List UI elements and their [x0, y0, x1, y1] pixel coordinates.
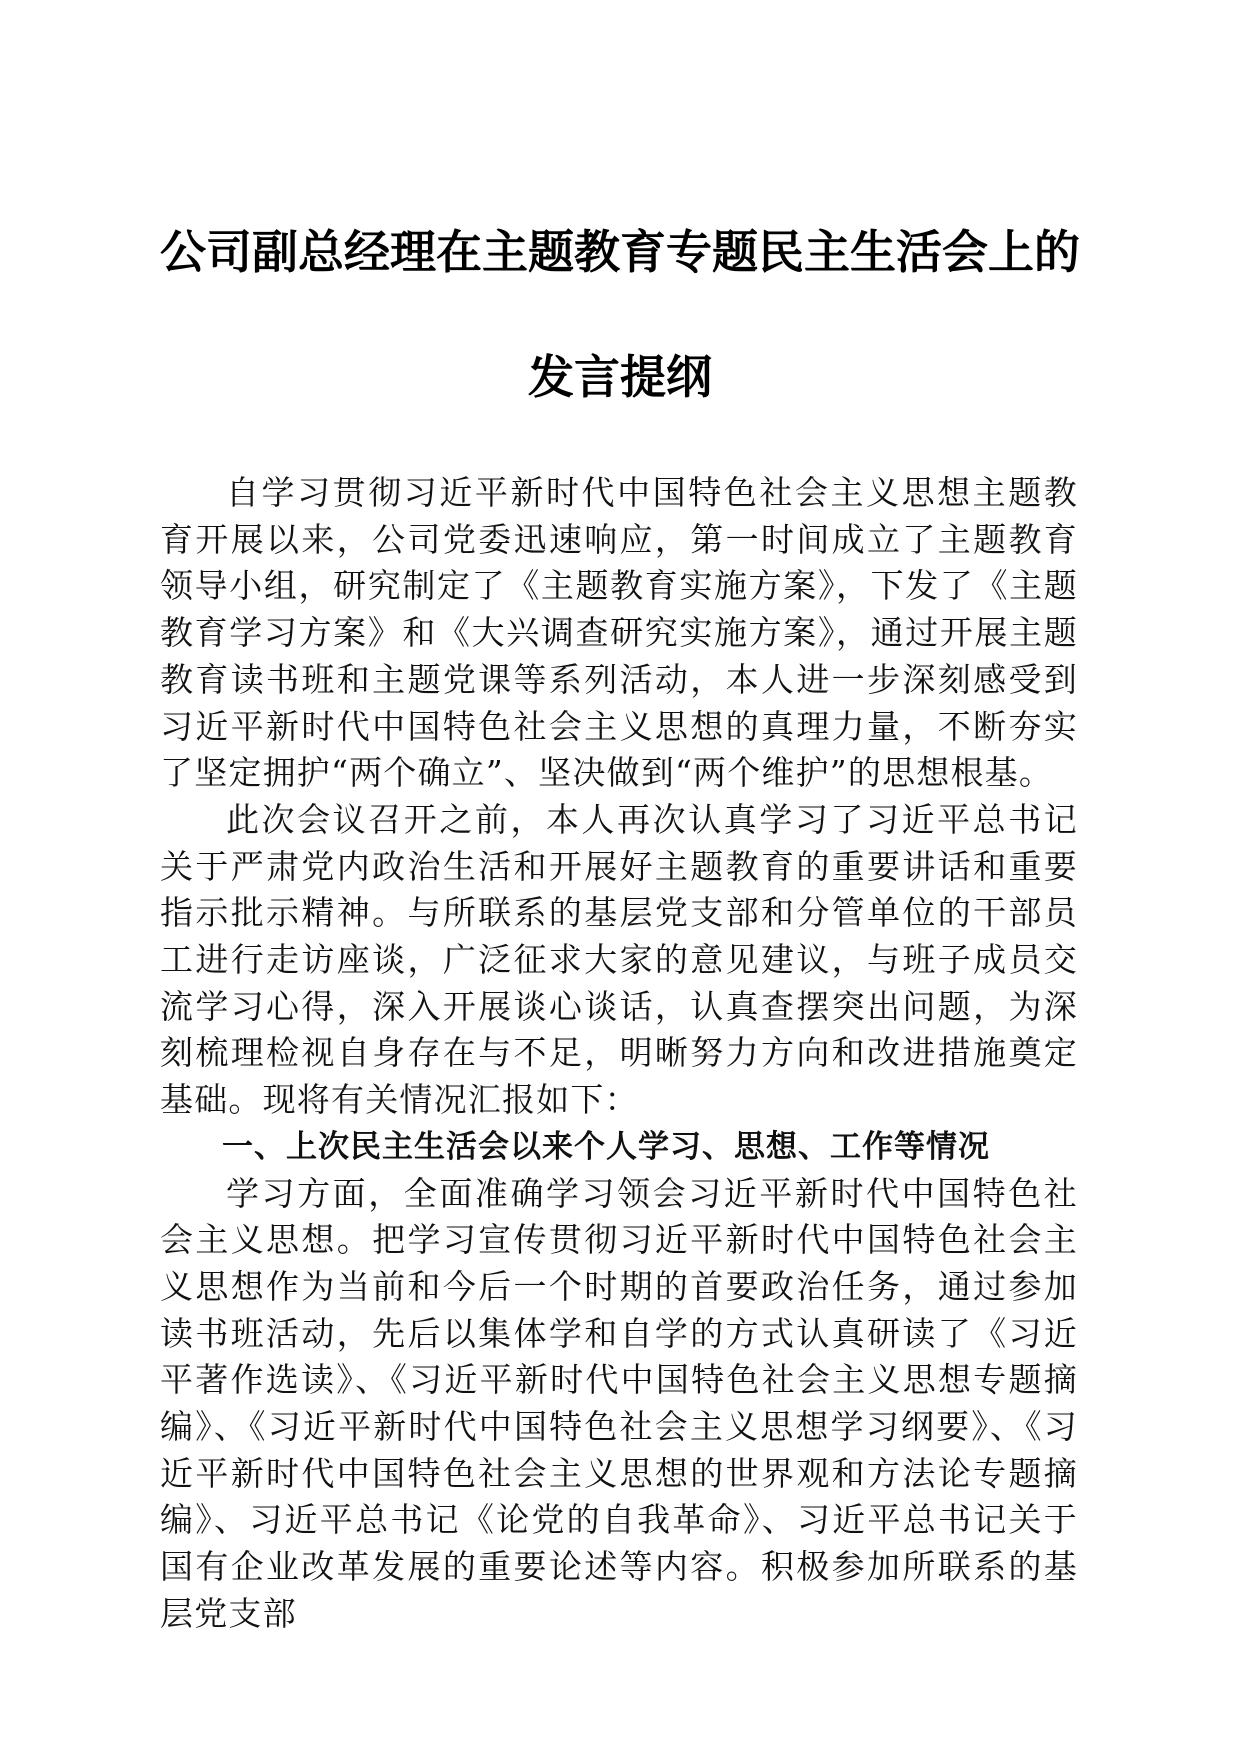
document-title-line-2: 发言提纲	[528, 350, 712, 404]
preparation-paragraph: 此次会议召开之前，本人再次认真学习了习近平总书记关于严肃党内政治生活和开展好主题教育的重要讲话和重要指示批示精神。与所联系的基层党支部和分管单位的干部员工进行走访座谈，广泛征求大家的意见建议，与班子成员交流学习心得，深入开展谈心谈话，认真查摆突出问题，为深刻梳理检视自身存在与不足，明晰努力方向和改进措施奠定基础。现将有关情况汇报如下：	[160, 799, 1078, 1120]
study-paragraph: 学习方面，全面准确学习领会习近平新时代中国特色社会主义思想。把学习宣传贯彻习近平新时代中国特色社会主义思想作为当前和今后一个时期的首要政治任务，通过参加读书班活动，先后以集体学和自学的方式认真研读了《习近平著作选读》、《习近平新时代中国特色社会主义思想专题摘编》、《习近平新时代中国特色社会主义思想学习纲要》、《习近平新时代中国特色社会主义思想的世界观和方法论专题摘编》、习近平总书记《论党的自我革命》、习近平总书记关于国有企业改革发展的重要论述等内容。积极参加所联系的基层党支部	[160, 1173, 1078, 1633]
intro-paragraph: 自学习贯彻习近平新时代中国特色社会主义思想主题教育开展以来，公司党委迅速响应，第一时间成立了主题教育领导小组，研究制定了《主题教育实施方案》，下发了《主题教育学习方案》和《大兴调查研究实施方案》，通过开展主题教育读书班和主题党课等系列活动，本人进一步深刻感受到习近平新时代中国特色社会主义思想的真理力量，不断夯实了坚定拥护“两个确立”、坚决做到“两个维护”的思想根基。	[160, 473, 1078, 793]
document-title-line-1: 公司副总经理在主题教育专题民主生活会上的	[160, 225, 1080, 279]
section-heading: 一、上次民主生活会以来个人学习、思想、工作等情况	[222, 1128, 990, 1165]
document-body	[160, 470, 1078, 1638]
